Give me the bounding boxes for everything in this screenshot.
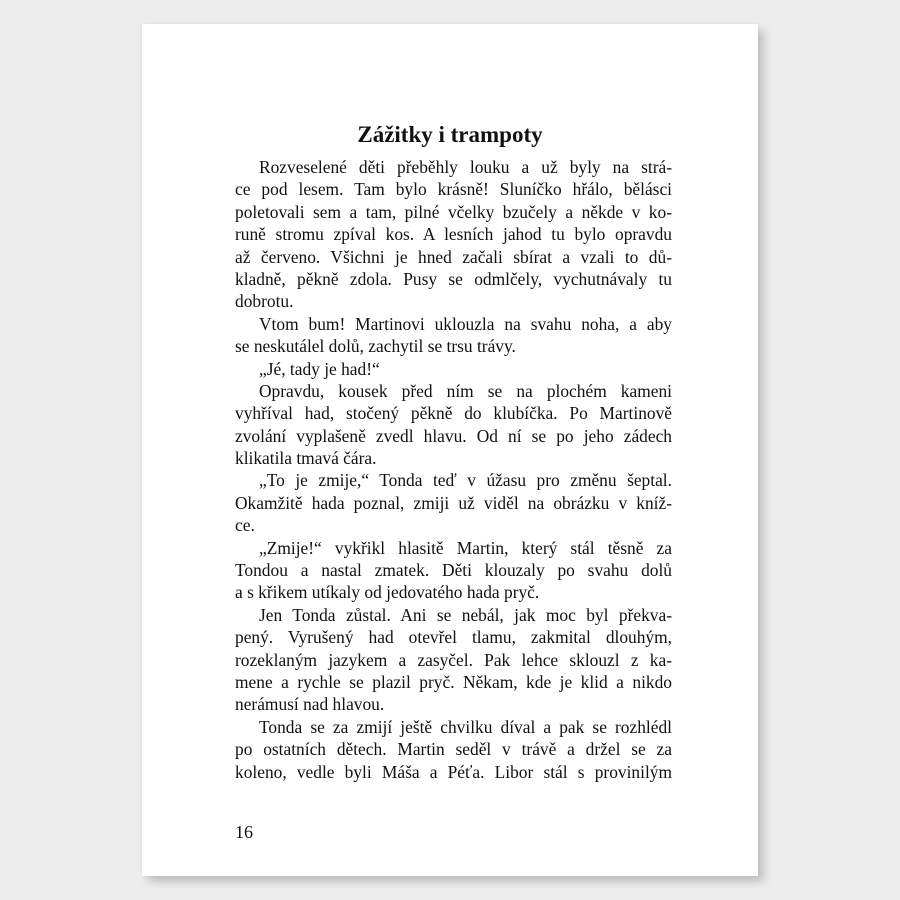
text-line: mene a rychle se plazil pryč. Někam, kde je klid a nikdo bbox=[235, 671, 672, 692]
text-line: pený. Vyrušený had otevřel tlamu, zakmital dlouhým, bbox=[235, 627, 672, 648]
text-line: Okamžitě hada poznal, zmiji už viděl na obrázku v kníž- bbox=[235, 492, 672, 513]
text-line: „To je zmije,“ Tonda teď v úžasu pro změnu šeptal. bbox=[259, 470, 672, 491]
text-line: Tondou a nastal zmatek. Děti klouzaly po svahu dolů bbox=[235, 560, 672, 581]
text-line: Opravdu, kousek před ním se na plochém kameni bbox=[259, 380, 672, 401]
text-line: vyhříval had, stočený pěkně do klubíčka. Po Martinově bbox=[235, 403, 672, 424]
text-line: zvolání vyplašeně zvedl hlavu. Od ní se po jeho zádech bbox=[235, 425, 672, 446]
text-line: poletovali sem a tam, pilné včelky bzučely a někde v ko- bbox=[235, 201, 672, 222]
text-line: Tonda se za zmijí ještě chvilku díval a pak se rozhlédl bbox=[259, 716, 672, 737]
text-line: klikatila tmavá čára. bbox=[235, 448, 377, 469]
text-line: a s křikem utíkaly od jedovatého hada pryč. bbox=[235, 582, 540, 603]
text-line: rozeklaným jazykem a zasyčel. Pak lehce sklouzl z ka- bbox=[235, 649, 672, 670]
text-line: po ostatních dětech. Martin seděl v trávě a držel se za bbox=[235, 739, 672, 760]
page-number: 16 bbox=[235, 822, 253, 842]
book-page bbox=[142, 24, 758, 876]
text-line: koleno, vedle byli Máša a Péťa. Libor stál s provinilým bbox=[235, 761, 672, 782]
text-line: až červeno. Všichni je hned začali sbírat a vzali to dů- bbox=[235, 246, 672, 267]
text-line: nerámusí nad hlavou. bbox=[235, 694, 385, 715]
text-line: Vtom bum! Martinovi uklouzla na svahu noha, a aby bbox=[259, 313, 672, 334]
text-line: ce pod lesem. Tam bylo krásně! Sluníčko hřálo, bělásci bbox=[235, 179, 672, 200]
text-line: Jen Tonda zůstal. Ani se nebál, jak moc byl překva- bbox=[259, 604, 672, 625]
text-line: „Zmije!“ vykřikl hlasitě Martin, který stál těsně za bbox=[259, 537, 672, 558]
text-line: kladně, pěkně zdola. Pusy se odmlčely, vychutnávaly tu bbox=[235, 268, 672, 289]
text-line: runě stromu zpíval kos. A lesních jahod tu bylo opravdu bbox=[235, 224, 672, 245]
text-line: se neskutálel dolů, zachytil se trsu trávy. bbox=[235, 336, 516, 357]
chapter-title: Zážitky i trampoty bbox=[357, 122, 543, 147]
text-line: dobrotu. bbox=[235, 291, 294, 312]
text-line: Rozveselené děti přeběhly louku a už byly na strá- bbox=[259, 157, 672, 177]
body-text bbox=[235, 156, 672, 783]
text-line: ce. bbox=[235, 515, 255, 536]
text-line: „Jé, tady je had!“ bbox=[259, 358, 380, 379]
